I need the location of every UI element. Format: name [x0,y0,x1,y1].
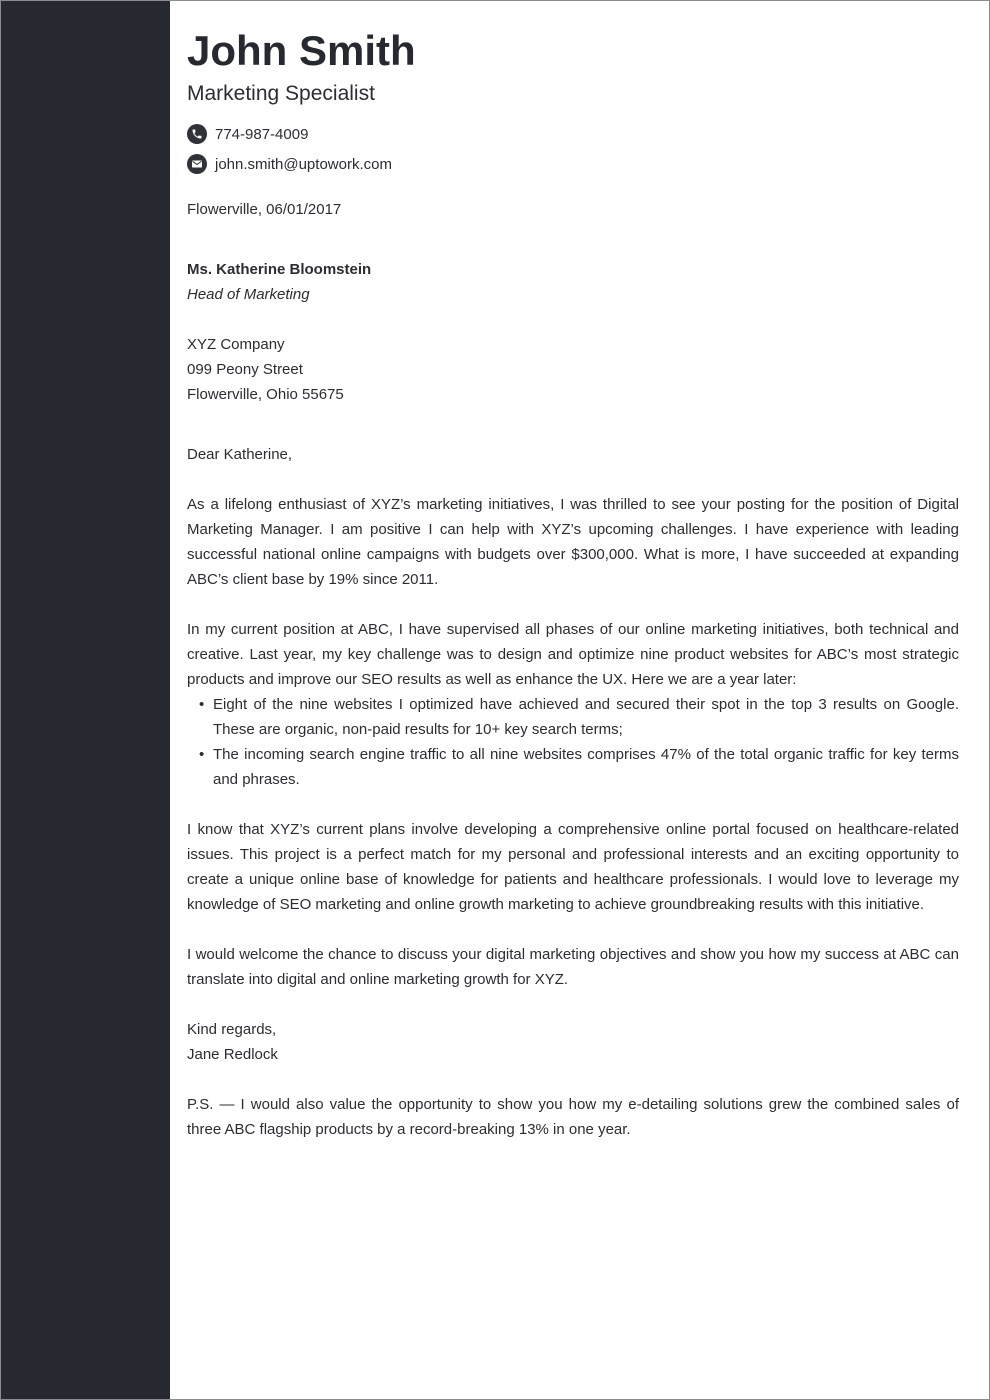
paragraph-motivation: I know that XYZ’s current plans involve developing a comprehensive online portal focused on healthcare-related issues. This project is a perfect match for my personal and professional interests and an exciting opportunity to create a unique online base of knowledge for patients and healthcare professionals. I would love to leverage my knowledge of SEO marketing and online growth marketing to achieve groundbreaking results with this initiative. [187,821,959,913]
paragraph-call-to-action: I would welcome the chance to discuss your digital marketing objectives and show you how my success at ABC can translate into digital and online marketing growth for XYZ. [187,946,959,988]
bullet-marker: • [199,696,205,713]
phone-contact [187,123,308,145]
email-contact [187,153,392,175]
paragraph-experience: In my current position at ABC, I have supervised all phases of our online marketing initiatives, both technical and creative. Last year, my key challenge was to design and optimize nine product websites for ABC’s most strategic products and improve our SEO results as well as enhance the UX. Here we are a year later: [187,621,959,688]
sidebar-panel [1,1,170,1399]
recipient-title: Head of Marketing [187,286,310,303]
list-item [187,692,959,742]
recipient-company: XYZ Company [187,336,285,353]
letter-body [187,197,959,1142]
applicant-job-title: Marketing Specialist [187,82,375,105]
bullet-text: Eight of the nine websites I optimized have achieved and secured their spot in the top 3 results on Google. These are organic, non-paid results for 10+ key search terms; [213,696,959,738]
list-item [187,742,959,792]
closing: Kind regards, [187,1021,277,1038]
paragraph-intro: As a lifelong enthusiast of XYZ’s marketing initiatives, I was thrilled to see your posting for the position of Digital Marketing Manager. I am positive I can help with XYZ’s upcoming challenges. I have experience with leading successful national online campaigns with budgets over $300,000. What is more, I have succeeded at expanding ABC’s client base by 19% since 2011. [187,496,959,588]
bullet-text: The incoming search engine traffic to all nine websites comprises 47% of the total organic traffic for key terms and phrases. [213,746,959,788]
signature: Jane Redlock [187,1046,278,1063]
phone-number: 774-987-4009 [215,125,309,143]
email-address[interactable]: john.smith@uptowork.com [215,155,392,173]
greeting: Dear Katherine, [187,446,293,463]
postscript: P.S. — I would also value the opportunity to show you how my e-detailing solutions grew the combined sales of three ABC flagship products by a record-breaking 13% in one year. [187,1096,959,1138]
recipient-city: Flowerville, Ohio 55675 [187,386,344,403]
achievements-list [187,692,959,792]
envelope-icon [187,154,207,174]
applicant-name: John Smith [187,27,416,74]
recipient-name: Ms. Katherine Bloomstein [187,261,372,278]
place-and-date: Flowerville, 06/01/2017 [187,201,342,218]
recipient-street: 099 Peony Street [187,361,303,378]
phone-icon [187,124,207,144]
bullet-marker: • [199,746,205,763]
